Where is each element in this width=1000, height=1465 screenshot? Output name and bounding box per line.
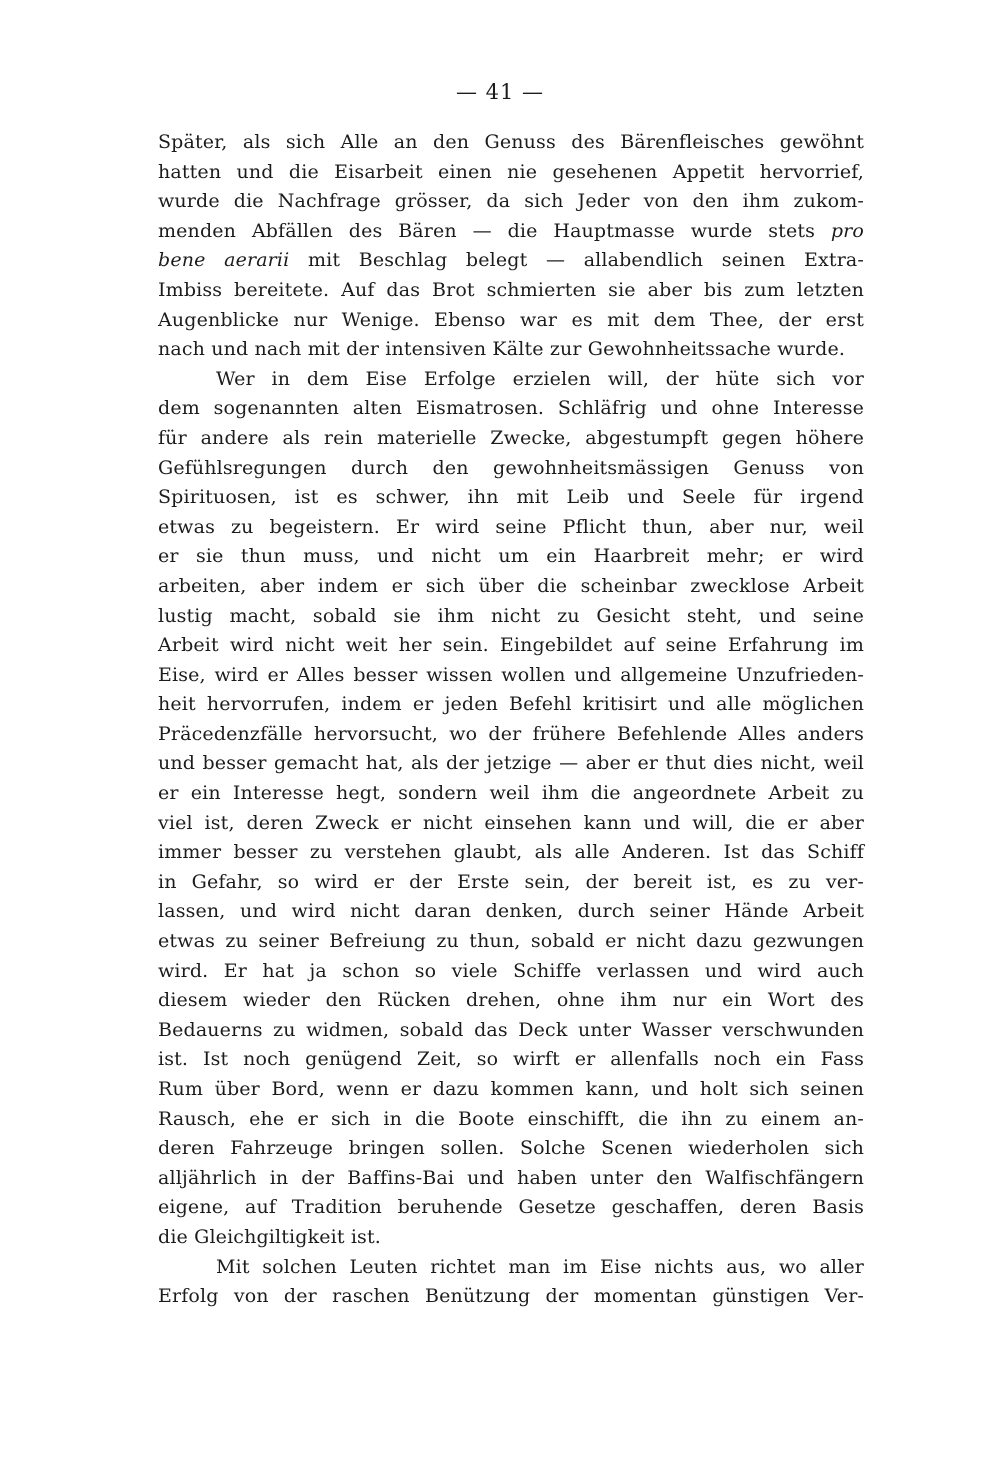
text-line: Arbeit wird nicht weit her sein. Eingebildet auf seine Erfahrung im	[158, 634, 864, 657]
text-line: Augenblicke nur Wenige. Ebenso war es mit dem Thee, der erst	[158, 308, 864, 331]
text-line: bene aerarii mit Beschlag belegt — allabendlich seinen Extra-	[158, 249, 864, 272]
text-line: ist. Ist noch genügend Zeit, so wirft er allenfalls noch ein Fass	[158, 1048, 864, 1071]
text-line: Rausch, ehe er sich in die Boote einschifft, die ihn zu einem an-	[158, 1107, 864, 1130]
text-line: Spirituosen, ist es schwer, ihn mit Leib und Seele für irgend	[158, 486, 864, 509]
text-line: Eise, wird er Alles besser wissen wollen und allgemeine Unzufrieden-	[158, 663, 864, 686]
text-line: etwas zu begeistern. Er wird seine Pflicht thun, aber nur, weil	[158, 515, 864, 538]
text-line: hatten und die Eisarbeit einen nie gesehenen Appetit hervorrief,	[158, 160, 864, 183]
text-line: arbeiten, aber indem er sich über die scheinbar zwecklose Arbeit	[158, 574, 864, 597]
page-number: — 41 —	[455, 80, 545, 104]
paragraph-3	[158, 1253, 864, 1312]
text-line: eigene, auf Tradition beruhende Gesetze geschaffen, deren Basis	[158, 1196, 864, 1219]
text-line: Mit solchen Leuten richtet man im Eise nichts aus, wo aller	[216, 1255, 864, 1278]
text-line: viel ist, deren Zweck er nicht einsehen kann und will, die er aber	[158, 811, 864, 834]
text-line: und besser gemacht hat, als der jetzige — aber er thut dies nicht, weil	[158, 752, 864, 775]
text-line: Später, als sich Alle an den Genuss des Bärenfleisches gewöhnt	[158, 131, 864, 153]
text-line: lustig macht, sobald sie ihm nicht zu Gesicht steht, und seine	[158, 604, 864, 627]
text-line: Rum über Bord, wenn er dazu kommen kann, und holt sich seinen	[158, 1078, 864, 1100]
text-line: Wer in dem Eise Erfolge erzielen will, der hüte sich vor	[216, 367, 864, 390]
text-line: heit hervorrufen, indem er jeden Befehl kritisirt und alle möglichen	[158, 693, 864, 716]
latin-phrase: bene aerarii	[158, 249, 290, 272]
text-line: alljährlich in der Baffins-Bai und haben unter den Walfischfängern	[158, 1166, 864, 1189]
paragraph-2	[158, 365, 864, 1253]
text-line: Erfolg von der raschen Benützung der momentan günstigen Ver-	[158, 1285, 864, 1308]
body-text	[158, 128, 864, 1312]
text-line: diesem wieder den Rücken drehen, ohne ihm nur ein Wort des	[158, 989, 864, 1012]
text-line: Bedauerns zu widmen, sobald das Deck unter Wasser verschwunden	[158, 1018, 864, 1041]
text-line: menden Abfällen des Bären — die Hauptmasse wurde stets pro	[158, 219, 864, 242]
latin-phrase: pro	[830, 219, 864, 242]
text-line: nach und nach mit der intensiven Kälte zur Gewohnheitssache wurde.	[158, 338, 846, 361]
text-line: etwas zu seiner Befreiung zu thun, sobald er nicht dazu gezwungen	[158, 930, 864, 953]
paragraph-1	[158, 128, 864, 365]
text-line: Imbiss bereitete. Auf das Brot schmierten sie aber bis zum letzten	[158, 278, 864, 301]
text-line: er ein Interesse hegt, sondern weil ihm die angeordnete Arbeit zu	[158, 782, 864, 805]
text-line: immer besser zu verstehen glaubt, als alle Anderen. Ist das Schiff	[158, 841, 864, 864]
text-line: wird. Er hat ja schon so viele Schiffe verlassen und wird auch	[158, 959, 864, 982]
text-line: dem sogenannten alten Eismatrosen. Schläfrig und ohne Interesse	[158, 397, 864, 420]
text-line: lassen, und wird nicht daran denken, durch seiner Hände Arbeit	[158, 900, 864, 923]
text-line: Gefühlsregungen durch den gewohnheitsmässigen Genuss von	[158, 456, 864, 479]
text-line: deren Fahrzeuge bringen sollen. Solche Scenen wiederholen sich	[158, 1137, 864, 1160]
text-line: in Gefahr, so wird er der Erste sein, der bereit ist, es zu ver-	[158, 870, 864, 893]
text-line: wurde die Nachfrage grösser, da sich Jeder von den ihm zukom-	[158, 190, 864, 213]
text-line: Präcedenzfälle hervorsucht, wo der frühere Befehlende Alles anders	[158, 722, 864, 745]
text-line: die Gleichgiltigkeit ist.	[158, 1225, 381, 1248]
text-line: er sie thun muss, und nicht um ein Haarbreit mehr; er wird	[158, 545, 864, 568]
text-line: für andere als rein materielle Zwecke, abgestumpft gegen höhere	[158, 426, 864, 449]
